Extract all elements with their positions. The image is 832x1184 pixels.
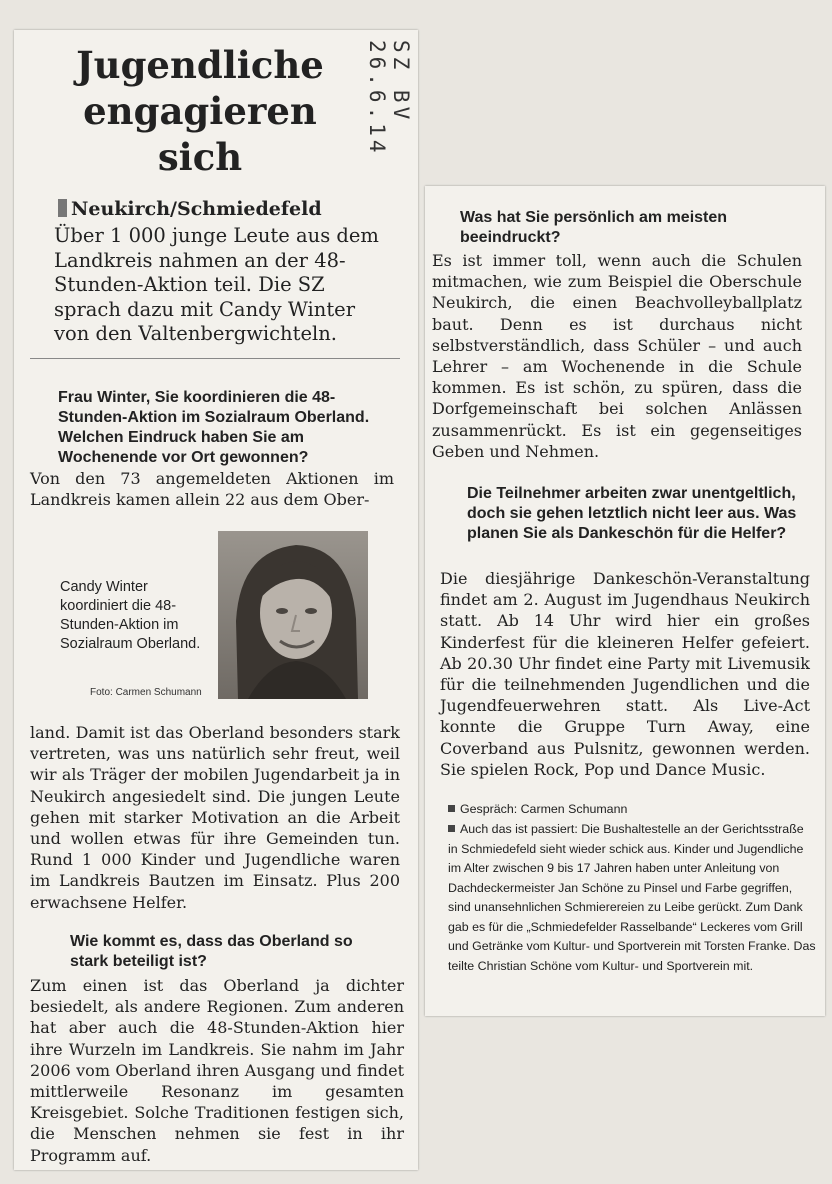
divider bbox=[30, 358, 400, 359]
answer-3: Es ist immer toll, wenn auch die Schulen mitmachen, wie zum Beispiel die Oberschule Neukirch, die einen Beachvolleyballplatz baut. Denn es ist durchaus nicht selbstverständlich, dass Schüler – und auch Lehrer – am Wochenende in die Schule kommen. Es ist schön, zu spüren, dass die Dorfgemeinschaft bei solchen Anlässen zusammenrückt. Es ist ein gegenseitiges Geben und Nehmen. bbox=[432, 251, 802, 461]
dateline-marker bbox=[58, 199, 67, 217]
question-1: Frau Winter, Sie koordinieren die 48-Stunden-Aktion im Sozialraum Oberland. Welchen Eindruck haben Sie am Wochenende vor Ort gewonnen? bbox=[58, 389, 370, 466]
portrait-photo-image bbox=[218, 531, 368, 699]
note-also-happened bbox=[448, 820, 816, 976]
answer-1-part-2: land. Damit ist das Oberland besonders stark vertreten, was uns natürlich sehr freut, weil wir als Träger der mobilen Jugendarbeit ja in Neukirch angesiedelt sind. Die jungen Leute gehen mit starker Motivation an die Arbeit und wollen etwas für ihre Gemeinden tun. Rund 1 000 Kinder und Jugendliche waren im Landkreis Bautzen im Einsatz. Plus 200 erwachsene Helfer. bbox=[30, 723, 400, 912]
photo-credit: Foto: Carmen Schumann bbox=[90, 687, 202, 698]
note-bullet bbox=[448, 825, 455, 832]
dateline-text: Neukirch/Schmiedefeld bbox=[71, 198, 322, 220]
portrait-photo bbox=[218, 531, 368, 699]
headline: Jugendliche engagieren sich bbox=[76, 43, 324, 179]
answer-1-part-1: Von den 73 angemeldeten Aktionen im Landkreis kamen allein 22 aus dem Ober- bbox=[30, 469, 394, 510]
answer-2: Zum einen ist das Oberland ja dichter besiedelt, als andere Regionen. Zum anderen hat aber auch die 48-Stunden-Aktion hier ihre Wurzeln im Landkreis. Sie nahm im Jahr 2006 vom Oberland ihren Ausgang und findet mittlerweile Resonanz im gesamten Kreisgebiet. Solche Traditionen festigen sich, die Menschen nehmen sie fest in ihr Programm auf. bbox=[30, 976, 404, 1165]
dateline bbox=[58, 198, 322, 220]
note-interview bbox=[448, 800, 816, 820]
note-interview-text: Gespräch: Carmen Schumann bbox=[460, 802, 628, 816]
handwritten-note-text: SZ BV 26.6.14 bbox=[365, 40, 413, 157]
answer-4: Die diesjährige Dankeschön-Veranstaltung findet am 2. August im Jugendhaus Neukirch statt. Ab 14 Uhr wird hier ein großes Kinderfest für die kleineren Helfer gefeiert. Ab 20.30 Uhr findet eine Party mit Livemusik für die teilnehmenden Jugendlichen und die Jugendfeuerwehren statt. Als Live-Act konnte die Gruppe Turn Away, eine Coverband aus Pulsnitz, gewonnen werden. Sie spielen Rock, Pop und Dance Music. bbox=[440, 569, 810, 779]
handwritten-note bbox=[355, 40, 413, 240]
photo-caption: Candy Winter koordiniert die 48-Stunden-Aktion im Sozialraum Oberland. bbox=[60, 579, 201, 652]
background-ghost-print bbox=[600, 78, 610, 104]
lede: Über 1 000 junge Leute aus dem Landkreis nahmen an der 48-Stunden-Aktion teil. Die SZ sprach dazu mit Candy Winter von den Valtenbergwichteln. bbox=[54, 224, 379, 345]
question-4: Die Teilnehmer arbeiten zwar unentgeltlich, doch sie gehen letztlich nicht leer aus. Was planen Sie als Dankeschön für die Helfer? bbox=[467, 485, 797, 542]
note-bullet bbox=[448, 805, 455, 812]
question-2: Wie kommt es, dass das Oberland so stark beteiligt ist? bbox=[70, 933, 353, 970]
note-also-happened-text: Auch das ist passiert: Die Bushaltestelle an der Gerichtsstraße in Schmiedefeld sieht wieder schick aus. Kinder und Jugendliche im Alter zwischen 9 bis 17 Jahren haben unter Anleitung von Dachdeckermeister Jan Schöne zu Pinsel und Farbe gegriffen, sind unansehnlichen Schmierereien zu Leibe gerückt. Zum Dank gab es für die „Schmiedefelder Rasselbande“ Leckeres vom Grill und Getränke vom Kultur- und Sportverein mit Torsten Franke. Das teilte Christian Schöne vom Kultur- und Sportverein mit. bbox=[448, 822, 816, 973]
question-3: Was hat Sie persönlich am meisten beeindruckt? bbox=[460, 209, 728, 246]
